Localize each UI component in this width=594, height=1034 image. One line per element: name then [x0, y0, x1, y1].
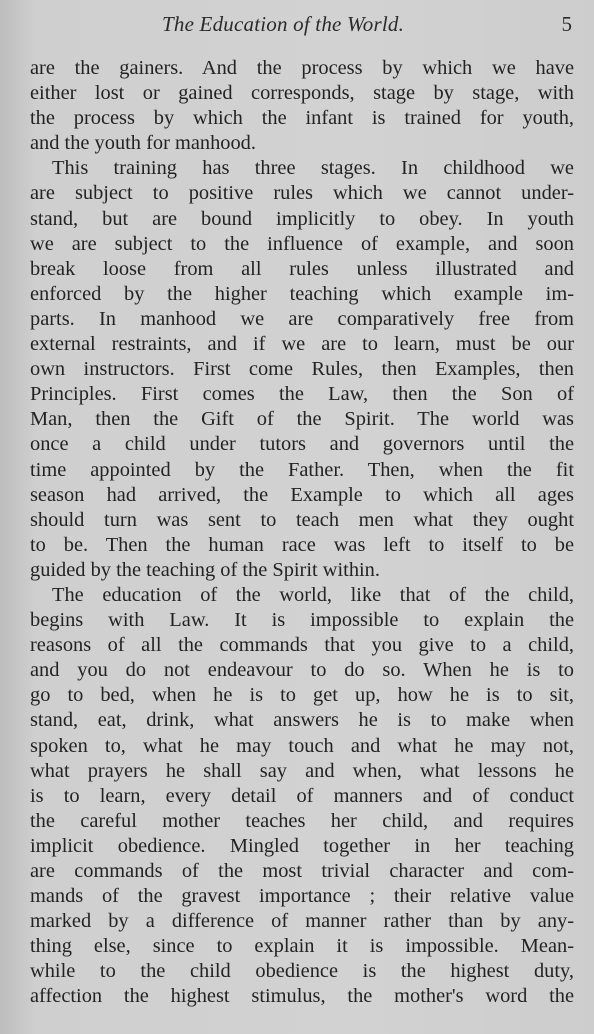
- text-line: break loose from all rules unless illustrated and: [30, 257, 574, 280]
- text-line: begins with Law. It is impossible to explain the: [30, 609, 574, 632]
- text-line: are subject to positive rules which we cannot under-: [30, 182, 574, 205]
- text-line: reasons of all the commands that you give to a child,: [30, 634, 574, 657]
- text-line: stand, but are bound implicitly to obey. In youth: [30, 207, 574, 230]
- text-line: and the youth for manhood.: [30, 132, 256, 155]
- body-text: [30, 56, 574, 1010]
- text-line: and you do not endeavour to do so. When he is to: [30, 659, 574, 682]
- text-line: enforced by the higher teaching which example im-: [30, 282, 574, 305]
- text-line: go to bed, when he is to get up, how he is to sit,: [30, 684, 574, 707]
- paragraph: [30, 56, 574, 156]
- text-line: parts. In manhood we are comparatively free from: [30, 307, 574, 330]
- text-line: the careful mother teaches her child, and requires: [30, 809, 574, 832]
- text-line: is to learn, every detail of manners and of conduct: [30, 784, 574, 807]
- text-line: thing else, since to explain it is impossible. Mean-: [30, 935, 574, 958]
- text-line: Principles. First comes the Law, then the Son of: [30, 383, 574, 406]
- text-line: This training has three stages. In childhood we: [52, 157, 574, 180]
- text-line: once a child under tutors and governors until the: [30, 433, 574, 456]
- text-line: Man, then the Gift of the Spirit. The world was: [30, 408, 574, 431]
- text-line: either lost or gained corresponds, stage by stage, with: [30, 82, 574, 105]
- text-line: are commands of the most trivial character and com-: [30, 860, 574, 882]
- running-title: The Education of the World.: [162, 12, 405, 36]
- text-line: implicit obedience. Mingled together in her teaching: [30, 834, 574, 857]
- page-number: 5: [561, 12, 572, 36]
- text-line: the process by which the infant is trained for youth,: [30, 107, 574, 130]
- text-line: affection the highest stimulus, the mother's word the: [30, 985, 574, 1008]
- text-line: time appointed by the Father. Then, when the fit: [30, 458, 574, 481]
- text-line: guided by the teaching of the Spirit within.: [30, 558, 380, 581]
- text-line: external restraints, and if we are to learn, must be our: [30, 333, 574, 356]
- text-line: should turn was sent to teach men what they ought: [30, 508, 574, 531]
- text-line: marked by a difference of manner rather than by any-: [30, 910, 574, 933]
- paragraph: [30, 583, 574, 1010]
- text-line: while to the child obedience is the highest duty,: [30, 960, 574, 983]
- text-line: The education of the world, like that of the child,: [52, 583, 574, 606]
- text-line: season had arrived, the Example to which all ages: [30, 483, 574, 506]
- text-line: spoken to, what he may touch and what he may not,: [30, 734, 574, 757]
- text-line: what prayers he shall say and when, what lessons he: [30, 759, 574, 782]
- paragraph: [30, 156, 574, 583]
- text-line: stand, eat, drink, what answers he is to make when: [30, 709, 574, 732]
- text-line: to be. Then the human race was left to itself to be: [30, 533, 574, 556]
- text-line: own instructors. First come Rules, then Examples, then: [30, 358, 574, 381]
- text-line: mands of the gravest importance ; their relative value: [30, 885, 574, 908]
- text-line: we are subject to the influence of example, and soon: [30, 232, 574, 255]
- running-head: [0, 12, 594, 42]
- text-line: are the gainers. And the process by which we have: [30, 57, 574, 79]
